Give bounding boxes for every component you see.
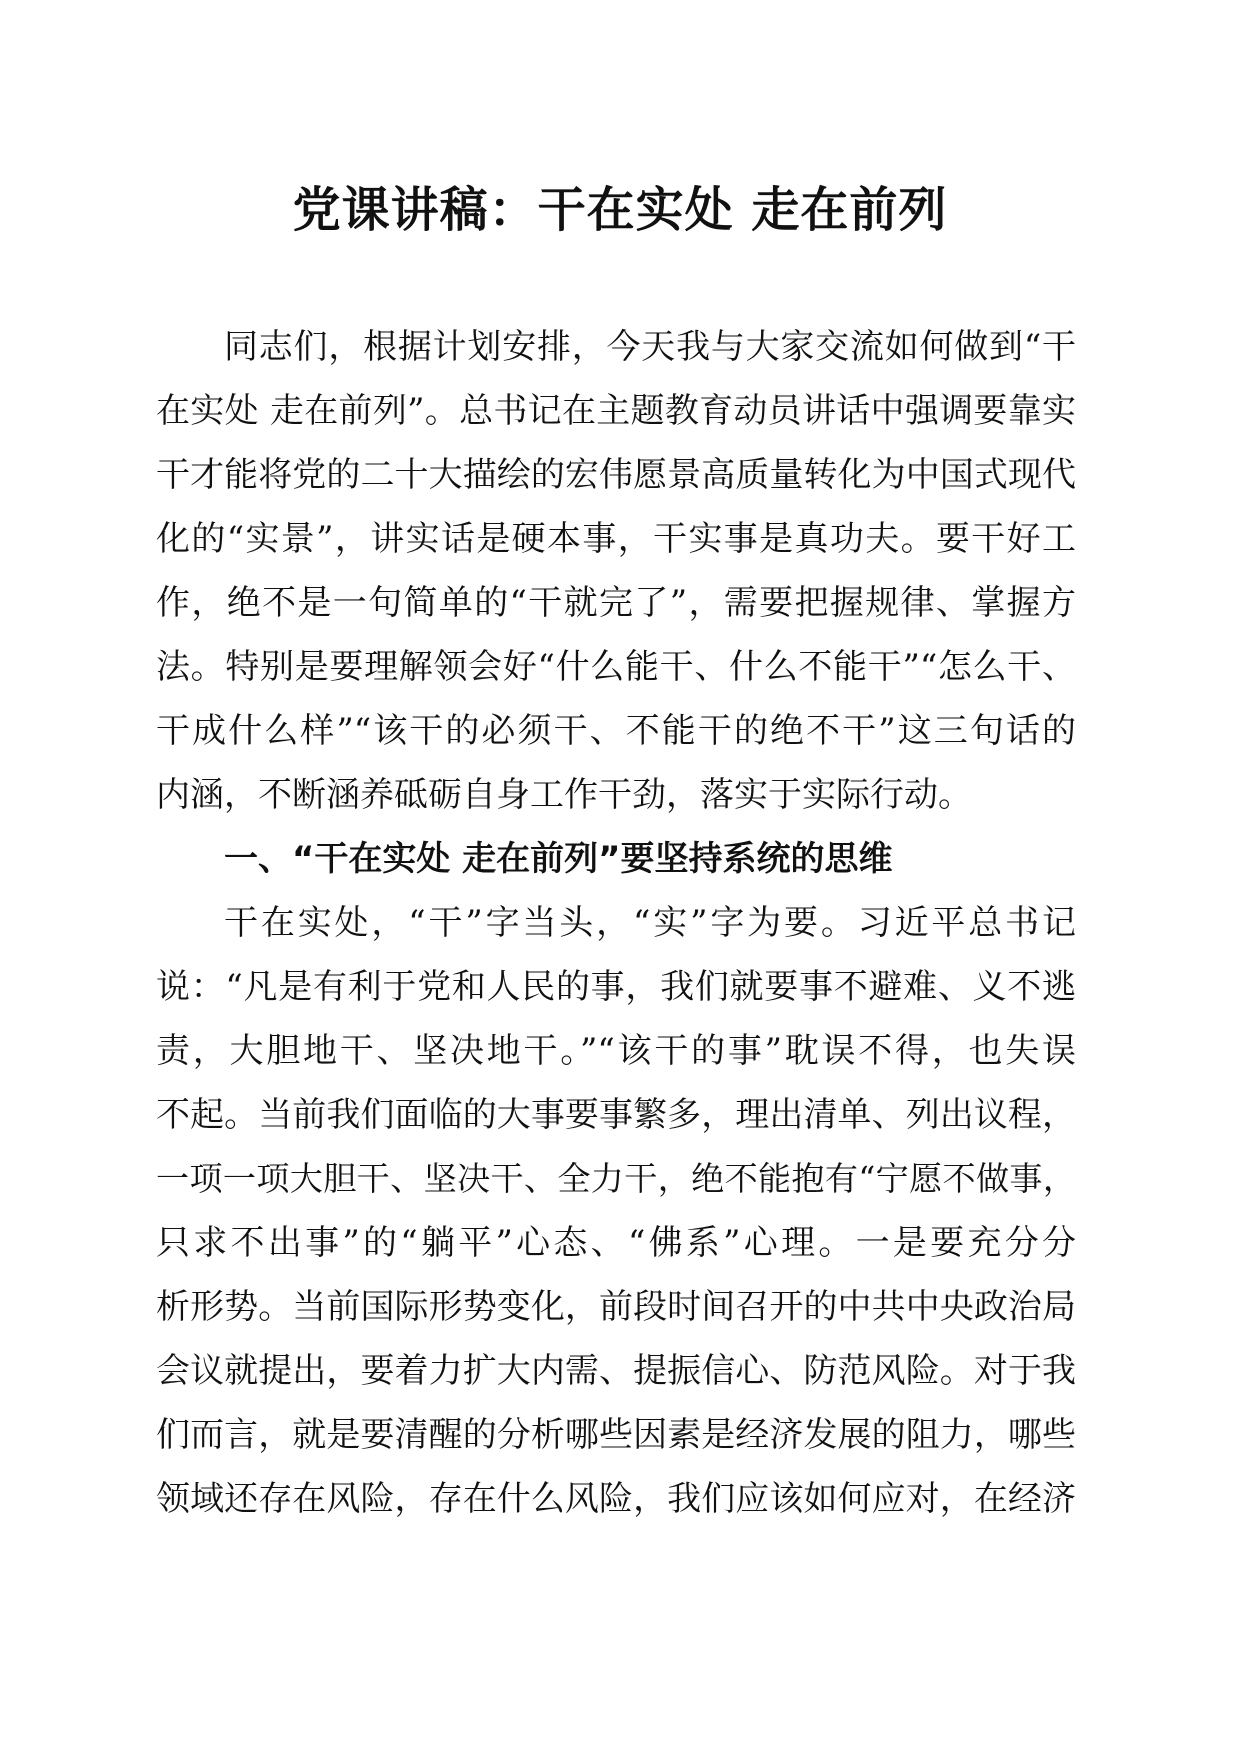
section-1-line: 责，大胆地干、坚决地干。”“该干的事”耽误不得，也失误 [156,1031,1076,1071]
intro-line: 作，绝不是一句简单的“干就完了”，需要把握规律、掌握方 [156,583,1076,623]
intro-line: 同志们，根据计划安排，今天我与大家交流如何做到“干 [224,327,1076,367]
section-1-line: 说：“凡是有利于党和人民的事，我们就要事不避难、义不逃 [156,967,1076,1007]
section-1-line: 会议就提出，要着力扩大内需、提振信心、防范风险。对于我 [156,1351,1076,1391]
intro-line: 干才能将党的二十大描绘的宏伟愿景高质量转化为中国式现代 [156,455,1076,495]
section-1-line: 只求不出事”的“躺平”心态、“佛系”心理。一是要充分分 [156,1223,1076,1263]
section-1-line: 一项一项大胆干、坚决干、全力干，绝不能抱有“宁愿不做事， [156,1159,1076,1198]
intro-line: 在实处 走在前列”。总书记在主题教育动员讲话中强调要靠实 [156,391,1076,431]
intro-line: 干成什么样”“该干的必须干、不能干的绝不干”这三句话的 [156,711,1076,751]
section-1-line: 们而言，就是要清醒的分析哪些因素是经济发展的阻力，哪些 [156,1415,1076,1455]
section-1-line: 不起。当前我们面临的大事要事繁多，理出清单、列出议程， [156,1095,1076,1135]
section-1-line: 析形势。当前国际形势变化，前段时间召开的中共中央政治局 [156,1287,1076,1327]
section-1-heading: 一、“干在实处 走在前列”要坚持系统的思维 [224,839,893,879]
intro-line: 化的“实景”，讲实话是硬本事，干实事是真功夫。要干好工 [156,519,1076,559]
section-1-line: 领域还存在风险，存在什么风险，我们应该如何应对，在经济 [156,1479,1076,1519]
document-title: 党课讲稿：干在实处 走在前列 [292,182,948,238]
section-1-line: 干在实处，“干”字当头，“实”字为要。习近平总书记 [224,903,1076,943]
intro-line: 法。特别是要理解领会好“什么能干、什么不能干”“怎么干、 [156,647,1076,687]
intro-line: 内涵，不断涵养砥砺自身工作干劲，落实于实际行动。 [156,775,972,815]
